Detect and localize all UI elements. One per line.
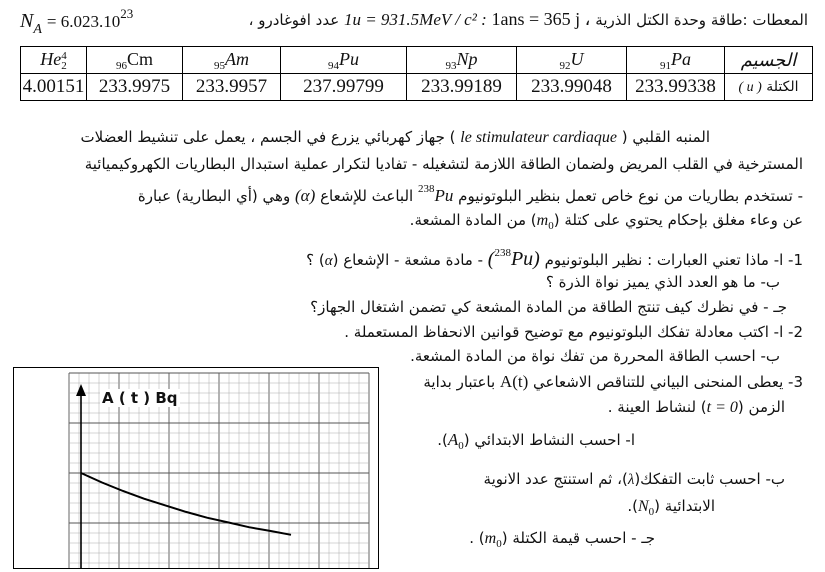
particle-pa: $_{91}$Pa [627, 47, 725, 74]
mass-am: 233.9957 [183, 74, 281, 101]
mass-header: الكتلة ( u ) [725, 74, 813, 101]
particle-cm: $_{96}$Cm [87, 47, 183, 74]
paragraph-line-1: المنبه القلبي ( le stimulateur cardiaque ) جهاز كهربائي يزرع في الجسم ، يعمل على تنشيط العضلات [80, 128, 710, 146]
particle-u: $_{92}$U [517, 47, 627, 74]
graph-ylabel: A ( t ) Bq [102, 389, 178, 407]
graph-canvas [14, 368, 378, 568]
y-axis-arrow [76, 384, 86, 396]
mass-np: 233.99189 [407, 74, 517, 101]
particle-he: 4 2He [21, 47, 87, 74]
question-2a: 2- ا- اكتب معادلة تفكك البلوتونيوم مع توضيح قوانين الانحفاظ المستعملة . [344, 323, 803, 341]
question-3a: ا- احسب النشاط الابتدائي $(A_0)$. [437, 430, 635, 452]
particle-pu: $_{94}$Pu [281, 47, 407, 74]
activity-graph [13, 367, 379, 569]
question-3: 3- يعطى المنحنى البياني للتناقص الاشعاعي A(t) باعتبار بداية [423, 372, 803, 391]
mass-he: 4.00151 [21, 74, 87, 101]
paragraph-line-2: المسترخية في القلب المريض ولضمان الطاقة اللازمة لتشغيله - تفاديا لتكرار عملية استبدال البطاريات الكهروكيميائية [84, 155, 803, 173]
givens-line [14, 4, 814, 37]
activity-curve [81, 473, 291, 535]
particle-header: الجسيم [725, 47, 813, 74]
question-3b-cont: الابتدائية $(N_0)$. [627, 497, 715, 518]
question-3b: ب- احسب ثابت التفكك(λ)، ثم استنتج عدد الانوية [483, 470, 785, 488]
mass-cm: 233.9975 [87, 74, 183, 101]
paragraph-line-4: عن وعاء مغلق بإحكام يحتوي على كتلة $(m_0)$ من المادة المشعة. [409, 211, 803, 232]
table-row [21, 47, 813, 74]
particle-am: $_{95}$Am [183, 47, 281, 74]
mass-pu: 237.99799 [281, 74, 407, 101]
question-3c: جـ - احسب قيمة الكتلة $(m_0)$ . [469, 529, 655, 550]
paragraph-line-3: - تستخدم بطاريات من نوع خاص تعمل بنظير البلوتونيوم $^{238}$Pu الباعث للإشعاع (α) وهي (أي البطارية) عبارة [137, 183, 803, 205]
givens-text: المعطات :طاقة وحدة الكتل الذرية 1u = 931.5MeV / c² : 1ans = 365 j ، عدد افوغادرو ، [248, 9, 808, 29]
question-1b: ب- ما هو العدد الذي يميز نواة الذرة ؟ [545, 273, 780, 291]
particle-np: $_{93}$Np [407, 47, 517, 74]
question-3-time: الزمن (t = 0) لنشاط العينة . [607, 398, 785, 416]
question-1a: 1- ا- ماذا تعني العبارات : نظير البلوتونيوم ($^{238}$Pu) - مادة مشعة - الإشعاع (α) ؟ [306, 247, 803, 270]
mass-u: 233.99048 [517, 74, 627, 101]
mass-table [20, 46, 813, 101]
avogadro-constant: $N_A = 6.023.10^{23}$ [20, 6, 134, 37]
question-2b: ب- احسب الطاقة المحررة من تفك نواة من المادة المشعة. [410, 347, 780, 365]
mass-pa: 233.99338 [627, 74, 725, 101]
table-row [21, 74, 813, 101]
question-1c: جـ - في نظرك كيف تنتج الطاقة من المادة المشعة كي تضمن اشتغال الجهاز؟ [310, 298, 787, 316]
